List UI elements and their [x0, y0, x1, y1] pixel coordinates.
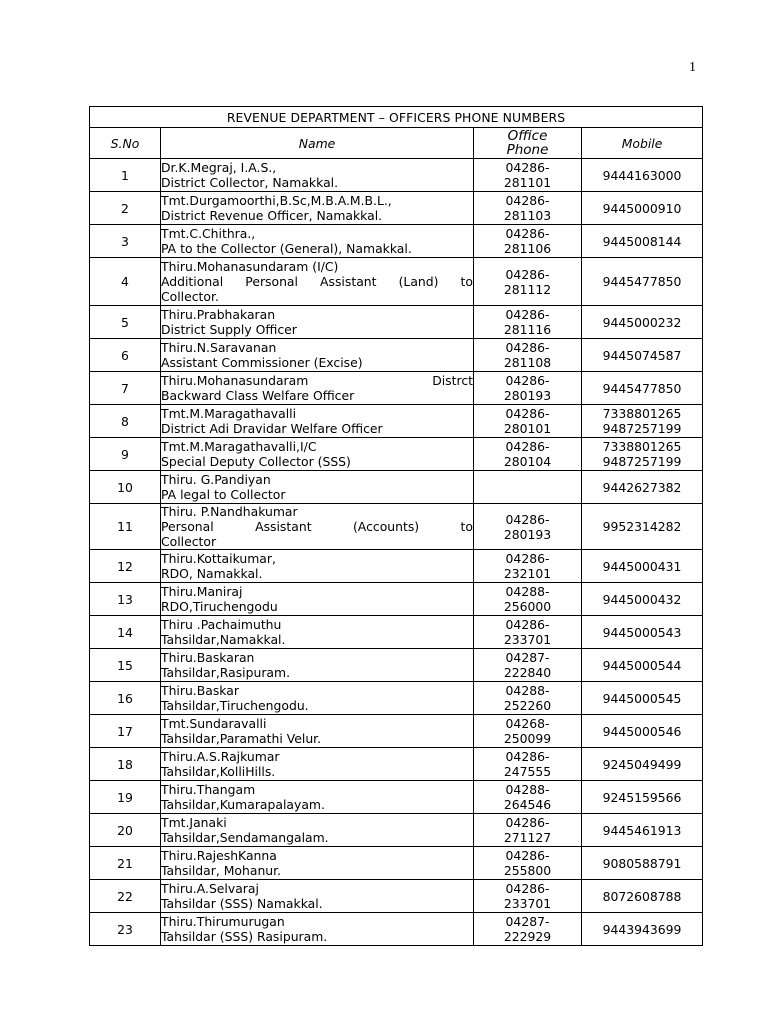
row-mobile: [582, 847, 703, 880]
office-phone-line: 271127: [503, 830, 552, 845]
mobile-line: 9445000543: [602, 624, 682, 640]
row-mobile: [582, 649, 703, 682]
name-line: RDO,Tiruchengodu: [161, 599, 278, 614]
row-name: [161, 192, 474, 225]
row-sno: 1: [90, 159, 161, 192]
name-line: Thiru.Mohanasundaram (I/C): [161, 259, 339, 274]
row-name: [161, 649, 474, 682]
office-phone-line: 281116: [503, 322, 552, 337]
header-name: Name: [161, 128, 474, 159]
row-name: [161, 438, 474, 471]
office-phone-line: 280101: [503, 421, 552, 436]
office-phone-line: 04286-: [505, 848, 550, 863]
header-mobile: Mobile: [582, 128, 703, 159]
table-row: [90, 781, 703, 814]
mobile-line: 9444163000: [602, 167, 682, 183]
row-office-phone: [474, 715, 582, 748]
row-mobile: [582, 438, 703, 471]
row-name: [161, 913, 474, 946]
row-mobile: [582, 471, 703, 504]
mobile-line: 7338801265: [602, 439, 682, 454]
mobile-line: 9080588791: [602, 855, 682, 871]
mobile-line: 9445000546: [602, 723, 682, 739]
name-line: Tahsildar,Paramathi Velur.: [161, 731, 322, 746]
row-office-phone: [474, 339, 582, 372]
office-phone-line: 281101: [503, 175, 552, 190]
row-name: [161, 847, 474, 880]
table-row: [90, 682, 703, 715]
row-sno: 8: [90, 405, 161, 438]
mobile-line: 9445461913: [602, 822, 682, 838]
table-row: [90, 715, 703, 748]
mobile-line: 9445008144: [602, 233, 682, 249]
name-line: Thiru.Prabhakaran: [161, 307, 276, 322]
mobile-line: 9445477850: [602, 380, 682, 396]
row-name: [161, 339, 474, 372]
row-name: [161, 814, 474, 847]
row-sno: 15: [90, 649, 161, 682]
mobile-line: 8072608788: [602, 888, 682, 904]
name-line: Tahsildar,Kumarapalayam.: [161, 797, 325, 812]
row-mobile: [582, 913, 703, 946]
row-mobile: [582, 306, 703, 339]
name-line: Additional Personal Assistant (Land) to: [161, 274, 473, 289]
mobile-line: 9445074587: [602, 347, 682, 363]
mobile-line: 9443943699: [602, 921, 682, 937]
row-mobile: [582, 781, 703, 814]
name-line: Thiru.Mohanasundaram Distrct: [161, 373, 473, 388]
office-phone-line: 233701: [503, 896, 552, 911]
name-line: Special Deputy Collector (SSS): [161, 454, 351, 469]
row-sno: 17: [90, 715, 161, 748]
row-office-phone: [474, 225, 582, 258]
mobile-line: 9445000910: [602, 200, 682, 216]
row-name: [161, 682, 474, 715]
name-line: Thiru.Baskaran: [161, 650, 255, 665]
office-phone-line: 281103: [503, 208, 552, 223]
page-number: 1: [689, 60, 696, 75]
office-phone-line: 04286-: [505, 266, 550, 282]
name-line: Tmt.M.Maragathavalli,I/C: [161, 439, 317, 454]
office-phone-line: 250099: [503, 731, 552, 746]
office-phone-line: 04287-: [505, 650, 550, 665]
row-name: [161, 781, 474, 814]
office-phone-line: 280193: [503, 388, 552, 403]
row-name: [161, 159, 474, 192]
row-name: [161, 616, 474, 649]
mobile-line: 9445000545: [602, 690, 682, 706]
office-phone-line: 04286-: [505, 881, 550, 896]
table-row: [90, 372, 703, 405]
row-office-phone: [474, 682, 582, 715]
row-sno: 9: [90, 438, 161, 471]
name-line: Tahsildar, Mohanur.: [161, 863, 282, 878]
row-office-phone: [474, 471, 582, 504]
row-office-phone: [474, 372, 582, 405]
name-line: Tahsildar,Namakkal.: [161, 632, 286, 647]
office-phone-line: 04286-: [505, 307, 550, 322]
header-office-line2: Phone: [506, 142, 549, 158]
row-sno: 10: [90, 471, 161, 504]
office-phone-line: 281108: [503, 355, 552, 370]
mobile-line: 9445000431: [602, 558, 682, 574]
row-office-phone: [474, 880, 582, 913]
table-row: [90, 504, 703, 550]
table-row: [90, 405, 703, 438]
row-mobile: [582, 715, 703, 748]
row-mobile: [582, 682, 703, 715]
mobile-line: 9442627382: [602, 479, 682, 495]
table-row: [90, 339, 703, 372]
row-name: [161, 225, 474, 258]
office-phone-line: 04286-: [505, 551, 550, 566]
office-phone-line: 264546: [503, 797, 552, 812]
mobile-line: 9245159566: [602, 789, 682, 805]
header-office-line1: Office: [507, 128, 548, 144]
name-line: Thiru.RajeshKanna: [161, 848, 277, 863]
row-office-phone: [474, 438, 582, 471]
office-phone-line: 04268-: [505, 716, 550, 731]
row-name: [161, 471, 474, 504]
name-line: Thiru.Maniraj: [161, 584, 243, 599]
row-sno: 14: [90, 616, 161, 649]
row-name: [161, 372, 474, 405]
row-sno: 19: [90, 781, 161, 814]
office-phone-line: 232101: [503, 566, 552, 581]
table-row: [90, 438, 703, 471]
row-name: [161, 748, 474, 781]
name-line: Personal Assistant (Accounts) to: [161, 519, 473, 534]
mobile-line: 9445000232: [602, 314, 682, 330]
row-mobile: [582, 405, 703, 438]
row-mobile: [582, 372, 703, 405]
name-line: Tmt.M.Maragathavalli: [161, 406, 297, 421]
row-office-phone: [474, 504, 582, 550]
name-line: Backward Class Welfare Officer: [161, 388, 355, 403]
name-line: Tahsildar,Sendamangalam.: [161, 830, 329, 845]
row-sno: 4: [90, 258, 161, 306]
name-line: District Supply Officer: [161, 322, 297, 337]
row-name: [161, 583, 474, 616]
mobile-line: 9487257199: [602, 454, 682, 469]
office-phone-line: 04288-: [505, 683, 550, 698]
name-line: Thiru. P.Nandhakumar: [161, 504, 298, 519]
office-phone-line: 04287-: [505, 914, 550, 929]
row-sno: 7: [90, 372, 161, 405]
name-line: Assistant Commissioner (Excise): [161, 355, 363, 370]
table-row: [90, 649, 703, 682]
row-sno: 18: [90, 748, 161, 781]
row-name: [161, 306, 474, 339]
name-line: Thiru.A.Selvaraj: [161, 881, 259, 896]
row-sno: 6: [90, 339, 161, 372]
office-phone-line: 04286-: [505, 406, 550, 421]
table-row: [90, 192, 703, 225]
table-row: [90, 880, 703, 913]
name-line: RDO, Namakkal.: [161, 566, 263, 581]
row-sno: 12: [90, 550, 161, 583]
office-phone-line: 222840: [503, 665, 552, 680]
row-office-phone: [474, 913, 582, 946]
office-phone-line: 255800: [503, 863, 552, 878]
row-mobile: [582, 550, 703, 583]
mobile-line: 7338801265: [602, 406, 682, 421]
name-line: Tahsildar,KolliHills.: [161, 764, 276, 779]
row-office-phone: [474, 405, 582, 438]
mobile-line: 9952314282: [602, 519, 682, 534]
name-line: Thiru.Thangam: [161, 782, 256, 797]
table-row: [90, 913, 703, 946]
officers-phone-table: [89, 106, 703, 946]
name-line: Thiru.Thirumurugan: [161, 914, 285, 929]
name-line: Thiru.N.Saravanan: [161, 340, 277, 355]
table-row: [90, 847, 703, 880]
row-office-phone: [474, 814, 582, 847]
row-sno: 23: [90, 913, 161, 946]
table-row: [90, 471, 703, 504]
mobile-line: 9245049499: [602, 756, 682, 772]
row-sno: 5: [90, 306, 161, 339]
mobile-line: 9445000544: [602, 657, 682, 673]
name-line: Thiru. G.Pandiyan: [161, 472, 271, 487]
name-line: Tahsildar (SSS) Rasipuram.: [161, 929, 328, 944]
name-line: Collector.: [161, 289, 219, 304]
row-sno: 16: [90, 682, 161, 715]
office-phone-line: 252260: [503, 698, 552, 713]
table-row: [90, 550, 703, 583]
row-mobile: [582, 225, 703, 258]
row-sno: 20: [90, 814, 161, 847]
name-line: District Adi Dravidar Welfare Officer: [161, 421, 383, 436]
office-phone-line: 04286-: [505, 226, 550, 241]
office-phone-line: 04286-: [505, 511, 550, 527]
row-sno: 22: [90, 880, 161, 913]
office-phone-line: 281106: [503, 241, 552, 256]
name-line: Thiru.Kottaikumar,: [161, 551, 276, 566]
row-mobile: [582, 339, 703, 372]
name-line: Dr.K.Megraj, I.A.S.,: [161, 160, 277, 175]
mobile-line: 9445000432: [602, 591, 682, 607]
office-phone-line: 04286-: [505, 749, 550, 764]
row-office-phone: [474, 192, 582, 225]
office-phone-line: 04286-: [505, 340, 550, 355]
name-line: PA to the Collector (General), Namakkal.: [161, 241, 412, 256]
row-mobile: [582, 583, 703, 616]
name-line: District Collector, Namakkal.: [161, 175, 339, 190]
name-line: PA legal to Collector: [161, 487, 286, 502]
name-line: Collector: [161, 534, 217, 549]
table-row: [90, 616, 703, 649]
mobile-line: 9445477850: [602, 274, 682, 289]
row-sno: 13: [90, 583, 161, 616]
table-title: REVENUE DEPARTMENT – OFFICERS PHONE NUMBERS: [90, 107, 703, 128]
row-office-phone: [474, 306, 582, 339]
office-phone-line: 280193: [503, 526, 552, 542]
table-row: [90, 306, 703, 339]
mobile-line: 9487257199: [602, 421, 682, 436]
name-line: District Revenue Officer, Namakkal.: [161, 208, 383, 223]
row-mobile: [582, 748, 703, 781]
row-office-phone: [474, 847, 582, 880]
name-line: Tmt.Janaki: [161, 815, 227, 830]
office-phone-line: 04286-: [505, 439, 550, 454]
row-name: [161, 550, 474, 583]
row-mobile: [582, 814, 703, 847]
name-line: Tahsildar,Tiruchengodu.: [161, 698, 309, 713]
row-office-phone: [474, 550, 582, 583]
office-phone-line: 04286-: [505, 193, 550, 208]
office-phone-line: 233701: [503, 632, 552, 647]
row-office-phone: [474, 583, 582, 616]
row-name: [161, 880, 474, 913]
row-office-phone: [474, 748, 582, 781]
office-phone-line: 04286-: [505, 617, 550, 632]
office-phone-line: 04286-: [505, 373, 550, 388]
name-line: Thiru .Pachaimuthu: [161, 617, 282, 632]
office-phone-line: 281112: [503, 281, 552, 297]
name-line: Tahsildar (SSS) Namakkal.: [161, 896, 323, 911]
row-mobile: [582, 258, 703, 306]
row-office-phone: [474, 781, 582, 814]
row-mobile: [582, 192, 703, 225]
row-mobile: [582, 159, 703, 192]
row-name: [161, 715, 474, 748]
office-phone-line: 280104: [503, 454, 552, 469]
office-phone-line: 222929: [503, 929, 552, 944]
table-row: [90, 748, 703, 781]
row-sno: 11: [90, 504, 161, 550]
header-sno: S.No: [90, 128, 161, 159]
name-line: Thiru.A.S.Rajkumar: [161, 749, 280, 764]
office-phone-line: 04286-: [505, 160, 550, 175]
name-line: Tmt.Durgamoorthi,B.Sc,M.B.A.M.B.L.,: [161, 193, 392, 208]
row-office-phone: [474, 258, 582, 306]
row-mobile: [582, 880, 703, 913]
name-line: Tmt.Sundaravalli: [161, 716, 267, 731]
office-phone-line: 04288-: [505, 782, 550, 797]
row-mobile: [582, 616, 703, 649]
office-phone-line: 04286-: [505, 815, 550, 830]
row-sno: 21: [90, 847, 161, 880]
row-office-phone: [474, 616, 582, 649]
name-line: Thiru.Baskar: [161, 683, 239, 698]
table-row: [90, 159, 703, 192]
office-phone-line: 247555: [503, 764, 552, 779]
row-sno: 3: [90, 225, 161, 258]
row-name: [161, 258, 474, 306]
table-row: [90, 814, 703, 847]
table-row: [90, 583, 703, 616]
row-sno: 2: [90, 192, 161, 225]
office-phone-line: 256000: [503, 599, 552, 614]
row-office-phone: [474, 159, 582, 192]
row-name: [161, 504, 474, 550]
office-phone-line: 04288-: [505, 584, 550, 599]
table-row: [90, 258, 703, 306]
row-office-phone: [474, 649, 582, 682]
name-line: Tahsildar,Rasipuram.: [161, 665, 291, 680]
table-row: [90, 225, 703, 258]
header-office-phone: [474, 128, 582, 159]
row-mobile: [582, 504, 703, 550]
row-name: [161, 405, 474, 438]
name-line: Tmt.C.Chithra.,: [161, 226, 256, 241]
